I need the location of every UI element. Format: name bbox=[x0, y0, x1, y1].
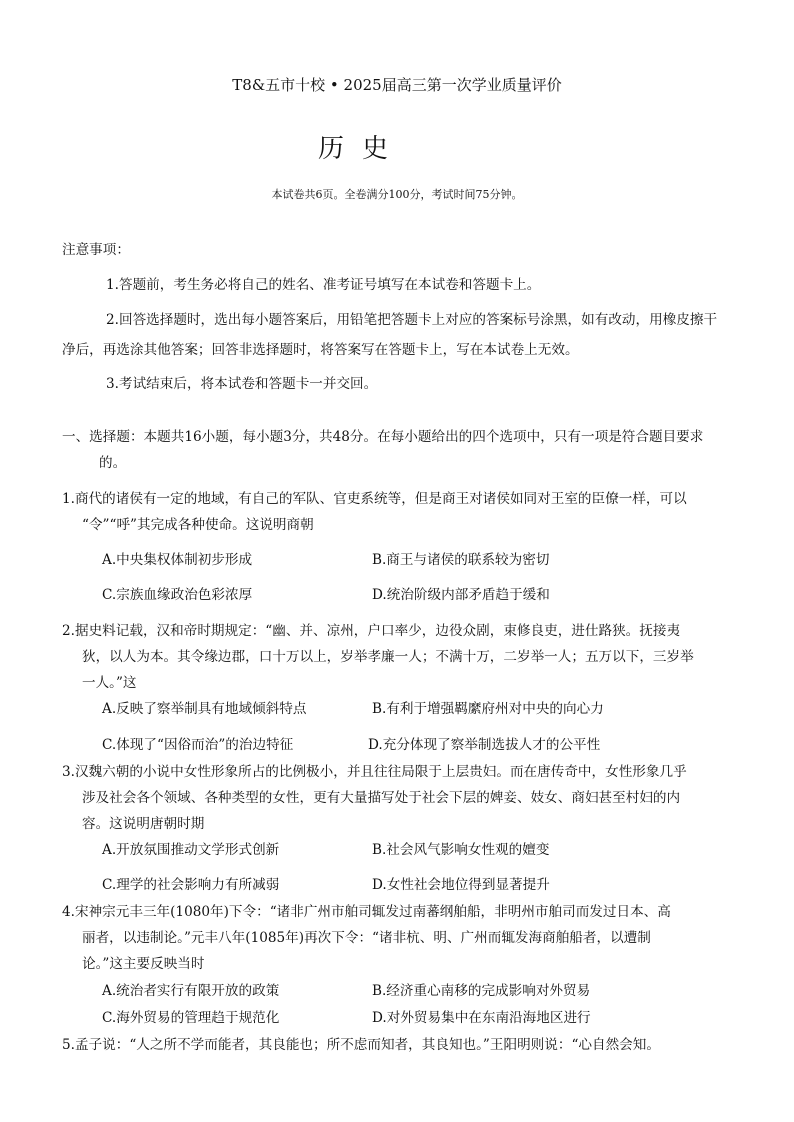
question-4-option-a: A.统治者实行有限开放的政策 bbox=[102, 983, 280, 999]
question-2-line-2: 狄，以人为本。其令缘边郡，口十万以上，岁举孝廉一人；不满十万，二岁举一人；五万以下，三岁举 bbox=[82, 649, 694, 665]
question-1-option-c: C.宗族血缘政治色彩浓厚 bbox=[102, 587, 253, 603]
question-2-option-c: C.体现了“因俗而治”的治边特征 bbox=[102, 737, 294, 753]
question-1-line-1: 1.商代的诸侯有一定的地域，有自己的军队、官吏系统等，但是商王对诸侯如同对王室的臣僚一样，可以 bbox=[62, 491, 687, 507]
question-1-line-2: “令”“呼”其完成各种使命。这说明商朝 bbox=[82, 517, 314, 533]
notes-title: 注意事项： bbox=[62, 242, 130, 258]
subject-title: 历史 bbox=[318, 134, 407, 164]
question-2-line-3: 一人。”这 bbox=[82, 675, 137, 691]
question-2-option-a: A.反映了察举制具有地域倾斜特点 bbox=[102, 701, 307, 717]
note-item-3: 3.考试结束后，将本试卷和答题卡一并交回。 bbox=[106, 376, 378, 392]
question-5-line-1: 5.孟子说：“人之所不学而能者，其良能也；所不虑而知者，其良知也。”王阳明则说：“心自然会知。 bbox=[62, 1037, 660, 1053]
question-2-option-b: B.有利于增强羁縻府州对中央的向心力 bbox=[372, 701, 604, 717]
note-item-2: 2.回答选择题时，选出每小题答案后，用铅笔把答题卡上对应的答案标号涂黑，如有改动，用橡皮擦干净后，再选涂其他答案；回答非选择题时，将答案写在答题卡上，写在本试卷上无效。 bbox=[62, 312, 718, 358]
question-4-option-b: B.经济重心南移的完成影响对外贸易 bbox=[372, 983, 591, 999]
question-3-option-a: A.开放氛围推动文学形式创新 bbox=[102, 842, 280, 858]
exam-title: T8&五市十校 • 2025届高三第一次学业质量评价 bbox=[232, 76, 562, 94]
question-1-option-b: B.商王与诸侯的联系较为密切 bbox=[372, 552, 550, 568]
question-3-line-2: 涉及社会各个领域、各种类型的女性，更有大量描写处于社会下层的婢妾、妓女、商妇甚至村妇的内 bbox=[82, 790, 681, 806]
question-4-line-3: 论。”这主要反映当时 bbox=[82, 956, 205, 972]
question-4-option-d: D.对外贸易集中在东南沿海地区进行 bbox=[372, 1010, 591, 1026]
question-3-line-3: 容。这说明唐朝时期 bbox=[82, 816, 205, 832]
question-4-line-2: 丽者，以违制论。”元丰八年(1085年)再次下令：“诸非杭、明、广州而辄发海商舶船者，以遭制 bbox=[82, 930, 651, 946]
question-1-option-d: D.统治阶级内部矛盾趋于缓和 bbox=[372, 587, 550, 603]
question-4-option-c: C.海外贸易的管理趋于规范化 bbox=[102, 1010, 280, 1026]
question-4-line-1: 4.宋神宗元丰三年(1080年)下令：“诸非广州市舶司辄发过南蕃纲舶船，非明州市舶司而发过日本、高 bbox=[62, 904, 671, 920]
question-1-option-a: A.中央集权体制初步形成 bbox=[102, 552, 253, 568]
note-item-1: 1.答题前，考生务必将自己的姓名、准考证号填写在本试卷和答题卡上。 bbox=[106, 277, 541, 293]
question-3-option-c: C.理学的社会影响力有所减弱 bbox=[102, 877, 280, 893]
question-3-option-b: B.社会风气影响女性观的嬗变 bbox=[372, 842, 550, 858]
question-3-line-1: 3.汉魏六朝的小说中女性形象所占的比例极小，并且往往局限于上层贵妇。而在唐传奇中，女性形象几乎 bbox=[62, 764, 687, 780]
section-heading-line1: 一、选择题：本题共16小题，每小题3分，共48分。在每小题给出的四个选项中，只有一项是符合题目要求 bbox=[62, 429, 704, 445]
exam-info: 本试卷共6页。全卷满分100分，考试时间75分钟。 bbox=[271, 188, 523, 201]
question-2-option-d: D.充分体现了察举制选拔人才的公平性 bbox=[368, 737, 601, 753]
question-2-line-1: 2.据史料记载，汉和帝时期规定：“幽、并、凉州，户口率少，边役众剧，束修良吏，进仕路狭。抚接夷 bbox=[62, 623, 681, 639]
section-heading-line2: 的。 bbox=[99, 455, 127, 471]
question-3-option-d: D.女性社会地位得到显著提升 bbox=[372, 877, 550, 893]
